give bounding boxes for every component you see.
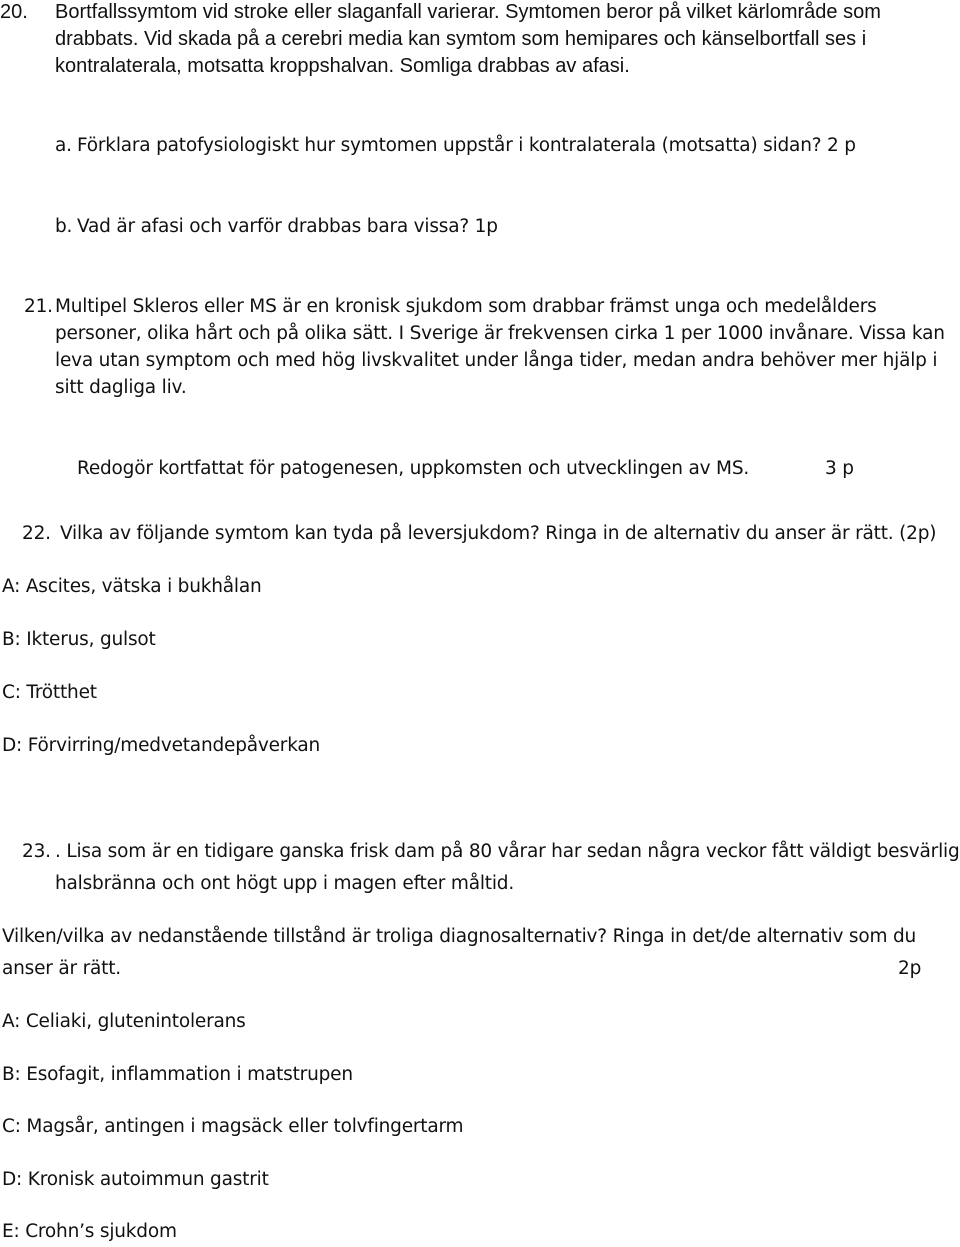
q23-points: 2p <box>898 958 922 979</box>
q20-line-2: drabbats. Vid skada på a cerebri media kan symtom som hemipares och känselbortfall ses i <box>55 28 867 50</box>
q23-line-2: halsbränna och ont högt upp i magen efter måltid. <box>55 873 514 894</box>
q20a-text: Förklara patofysiologiskt hur symtomen uppstår i kontralaterala (motsatta) sidan? 2 p <box>77 135 856 156</box>
q22-option-c[interactable]: C: Trötthet <box>2 682 97 703</box>
q23-option-e[interactable]: E: Crohn’s sjukdom <box>2 1221 177 1242</box>
q23-number: 23. <box>22 841 51 862</box>
q23-line-1: . Lisa som är en tidigare ganska frisk dam på 80 vårar har sedan några veckor fått väldigt besvärlig <box>55 841 960 862</box>
q22-option-d[interactable]: D: Förvirring/medvetandepåverkan <box>2 735 321 756</box>
q20-number: 20. <box>0 1 28 23</box>
q21-line-4: sitt dagliga liv. <box>55 377 187 398</box>
q23-option-d[interactable]: D: Kronisk autoimmun gastrit <box>2 1169 269 1190</box>
q21-line-3: leva utan symptom och med hög livskvalitet under långa tider, medan andra behöver mer hjälp i <box>55 350 938 371</box>
q23-option-c[interactable]: C: Magsår, antingen i magsäck eller tolvfingertarm <box>2 1116 464 1137</box>
q21-points: 3 p <box>825 458 854 479</box>
q20a-label: a. <box>55 135 72 156</box>
q23-prompt-line-2: anser är rätt. <box>2 958 121 979</box>
q22-text: Vilka av följande symtom kan tyda på leversjukdom? Ringa in de alternativ du anser är rätt. (2p) <box>60 523 937 544</box>
q20-line-1: Bortfallssymtom vid stroke eller slaganfall varierar. Symtomen beror på vilket kärlområde som <box>55 1 881 23</box>
q20-line-3: kontralaterala, motsatta kroppshalvan. Somliga drabbas av afasi. <box>55 55 630 77</box>
q21-line-2: personer, olika hårt och på olika sätt. I Sverige är frekvensen cirka 1 per 1000 invånare. Vissa kan <box>55 323 945 344</box>
q21-task: Redogör kortfattat för patogenesen, uppkomsten och utvecklingen av MS. <box>77 458 750 479</box>
q22-option-b[interactable]: B: Ikterus, gulsot <box>2 629 156 650</box>
q20b-text: Vad är afasi och varför drabbas bara vissa? 1p <box>77 216 498 237</box>
q23-prompt-line-1: Vilken/vilka av nedanstående tillstånd är troliga diagnosalternativ? Ringa in det/de alternativ som du <box>2 926 917 947</box>
q22-option-a[interactable]: A: Ascites, vätska i bukhålan <box>2 576 262 597</box>
q21-number: 21. <box>24 296 53 317</box>
q23-option-b[interactable]: B: Esofagit, inflammation i matstrupen <box>2 1064 353 1085</box>
q22-number: 22. <box>22 523 51 544</box>
q21-line-1: Multipel Skleros eller MS är en kronisk sjukdom som drabbar främst unga och medelålders <box>55 296 877 317</box>
q20b-label: b. <box>55 216 73 237</box>
q23-option-a[interactable]: A: Celiaki, glutenintolerans <box>2 1011 246 1032</box>
